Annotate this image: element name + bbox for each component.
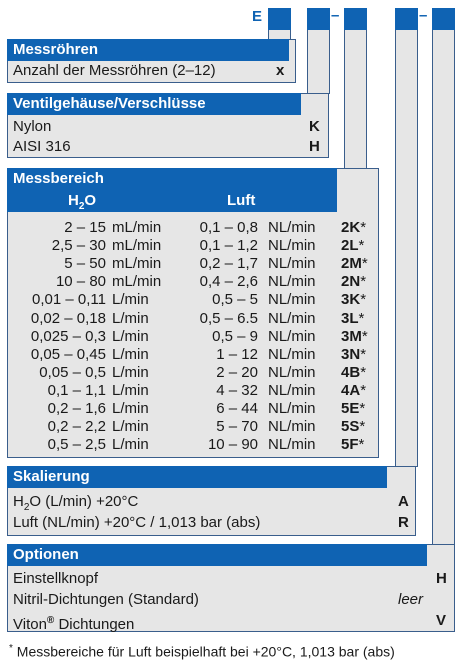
optionen-title: Optionen	[7, 544, 427, 566]
messbereich-code-star: *	[358, 436, 365, 453]
skalierung-code-luft: R	[398, 514, 409, 531]
messbereich-column-header-bar	[7, 190, 337, 212]
messbereich-code-value: 4A	[341, 382, 361, 399]
messbereich-code	[341, 310, 364, 328]
luft-range: 0,2 – 1,7	[199, 255, 258, 272]
optionen-code-viton: V	[436, 612, 447, 629]
luft-unit: NL/min	[268, 400, 316, 417]
messbereich-code	[341, 364, 366, 382]
code-slot-1	[268, 8, 291, 30]
h2o-unit: L/min	[112, 382, 149, 399]
messbereich-code-value: 3M	[341, 328, 362, 345]
h2o-range: 2,5 – 30	[51, 237, 106, 254]
messbereich-title: Messbereich	[7, 168, 337, 190]
luft-range: 0,5 – 9	[212, 328, 258, 345]
messbereich-code-star: *	[358, 237, 365, 254]
messroehren-title: Messröhren	[7, 39, 289, 61]
messbereich-code	[341, 418, 365, 436]
optionen-label-viton	[13, 612, 134, 634]
messbereich-code	[341, 400, 365, 418]
luft-range: 6 – 44	[216, 400, 258, 417]
messbereich-code-star: *	[359, 400, 366, 417]
code-dash-2: –	[419, 7, 428, 24]
h2o-range: 0,1 – 1,1	[47, 382, 106, 399]
connector-bar-4	[395, 30, 418, 467]
luft-range: 0,5 – 5	[212, 291, 258, 308]
messbereich-code-value: 5S	[341, 418, 360, 435]
h2o-unit: mL/min	[112, 255, 162, 272]
messbereich-code-star: *	[360, 291, 367, 308]
footnote-star: *	[9, 643, 13, 654]
h2o-range: 0,02 – 0,18	[30, 310, 106, 327]
h2o-unit: L/min	[112, 364, 149, 381]
messbereich-code-star: *	[361, 255, 368, 272]
luft-range: 5 – 70	[216, 418, 258, 435]
code-slot-4	[395, 8, 418, 30]
skalierung-label-luft: Luft (NL/min) +20°C / 1,013 bar (abs)	[13, 514, 261, 531]
h2o-unit: mL/min	[112, 237, 162, 254]
h2o-unit: L/min	[112, 310, 149, 327]
h2o-unit: L/min	[112, 400, 149, 417]
ventil-title: Ventilgehäuse/Verschlüsse	[7, 93, 301, 115]
messbereich-code-value: 3L	[341, 310, 359, 327]
messbereich-code-star: *	[358, 310, 365, 327]
messbereich-code-star: *	[359, 418, 366, 435]
messbereich-code-value: 2M	[341, 255, 362, 272]
messroehren-label: Anzahl der Messröhren (2–12)	[13, 62, 216, 79]
code-slot-5	[432, 8, 455, 30]
luft-unit: NL/min	[268, 418, 316, 435]
viton-rest: Dichtungen	[54, 616, 135, 633]
optionen-code-einstellknopf: H	[436, 570, 447, 587]
luft-unit: NL/min	[268, 219, 316, 236]
h2o-range: 5 – 50	[64, 255, 106, 272]
skalierung-code-h2o: A	[398, 493, 409, 510]
optionen-code-nitril: leer	[398, 591, 424, 608]
luft-range: 1 – 12	[216, 346, 258, 363]
column-header-luft: Luft	[227, 192, 256, 209]
luft-range: 4 – 32	[216, 382, 258, 399]
luft-range: 0,5 – 6.5	[199, 310, 258, 327]
h2o-range: 0,025 – 0,3	[30, 328, 106, 345]
luft-unit: NL/min	[268, 346, 316, 363]
luft-unit: NL/min	[268, 328, 316, 345]
luft-unit: NL/min	[268, 382, 316, 399]
messbereich-code-value: 2N	[341, 273, 361, 290]
luft-range: 2 – 20	[216, 364, 258, 381]
h2o-unit: mL/min	[112, 273, 162, 290]
ventil-label-aisi: AISI 316	[13, 138, 71, 155]
connector-bar-3	[344, 30, 367, 169]
h2o-unit: mL/min	[112, 219, 162, 236]
messbereich-code-star: *	[360, 346, 367, 363]
h2o-range: 0,5 – 2,5	[47, 436, 106, 453]
messbereich-code-value: 2L	[341, 237, 359, 254]
h2o-unit: L/min	[112, 328, 149, 345]
skalierung-rest: O (L/min) +20°C	[29, 493, 139, 510]
column-header-h2o	[68, 192, 96, 212]
h2o-unit: L/min	[112, 418, 149, 435]
optionen-label-einstellknopf: Einstellknopf	[13, 570, 99, 587]
messbereich-code-star: *	[361, 328, 368, 345]
luft-unit: NL/min	[268, 364, 316, 381]
messbereich-code-star: *	[360, 382, 367, 399]
skalierung-h: H	[13, 493, 24, 510]
code-dash-1: –	[331, 7, 340, 24]
skalierung-title: Skalierung	[7, 466, 387, 488]
luft-range: 0,4 – 2,6	[199, 273, 258, 290]
h2o-unit: L/min	[112, 436, 149, 453]
h2o-range: 0,01 – 0,11	[32, 291, 106, 308]
skalierung-sub: 2	[23, 502, 30, 513]
messbereich-code	[341, 273, 366, 291]
messbereich-code-value: 3K	[341, 291, 361, 308]
connector-bar-2	[307, 30, 330, 94]
luft-range: 10 – 90	[207, 436, 258, 453]
ventil-label-nylon: Nylon	[13, 118, 52, 135]
h2o-range: 0,2 – 1,6	[47, 400, 106, 417]
viton-word: Viton	[13, 616, 47, 633]
messbereich-code-star: *	[360, 219, 367, 236]
messbereich-code	[341, 219, 366, 237]
luft-range: 0,1 – 1,2	[199, 237, 258, 254]
messbereich-code-value: 5E	[341, 400, 360, 417]
h2o-unit: L/min	[112, 346, 149, 363]
h2o-unit: L/min	[112, 291, 149, 308]
luft-range: 0,1 – 0,8	[199, 219, 258, 236]
messbereich-code-value: 3N	[341, 346, 361, 363]
messbereich-code-value: 4B	[341, 364, 361, 381]
messbereich-code	[341, 255, 368, 273]
order-code-prefix: E	[252, 8, 263, 25]
h2o-range: 0,2 – 2,2	[47, 418, 106, 435]
connector-bar-5	[432, 30, 455, 545]
column-header-h2o-o: O	[84, 192, 97, 209]
h2o-range: 0,05 – 0,45	[30, 346, 106, 363]
luft-unit: NL/min	[268, 255, 316, 272]
luft-unit: NL/min	[268, 291, 316, 308]
code-slot-3	[344, 8, 367, 30]
messbereich-code-star: *	[360, 364, 367, 381]
h2o-range: 2 – 15	[64, 219, 106, 236]
luft-unit: NL/min	[268, 237, 316, 254]
ventil-code-aisi: H	[309, 138, 320, 155]
messroehren-code: x	[276, 62, 285, 79]
messbereich-code-value: 5F	[341, 436, 359, 453]
messbereich-code-star: *	[360, 273, 367, 290]
h2o-range: 0,05 – 0,5	[39, 364, 106, 381]
code-slot-2	[307, 8, 330, 30]
viton-registered: ®	[46, 615, 55, 626]
footnote	[9, 640, 395, 661]
messbereich-code	[341, 346, 366, 364]
messbereich-code	[341, 436, 364, 454]
h2o-range: 10 – 80	[55, 273, 106, 290]
column-header-h2o-sub: 2	[78, 201, 85, 212]
messbereich-code	[341, 237, 364, 255]
ventil-code-nylon: K	[309, 118, 320, 135]
luft-unit: NL/min	[268, 310, 316, 327]
footnote-text: Messbereiche für Luft beispielhaft bei +20°C, 1,013 bar (abs)	[12, 643, 395, 660]
luft-unit: NL/min	[268, 436, 316, 453]
messbereich-code	[341, 382, 366, 400]
optionen-label-nitril: Nitril-Dichtungen (Standard)	[13, 591, 199, 608]
column-header-h2o-h: H	[68, 192, 79, 209]
luft-unit: NL/min	[268, 273, 316, 290]
messbereich-code	[341, 291, 366, 309]
messbereich-code	[341, 328, 368, 346]
messbereich-code-value: 2K	[341, 219, 361, 236]
